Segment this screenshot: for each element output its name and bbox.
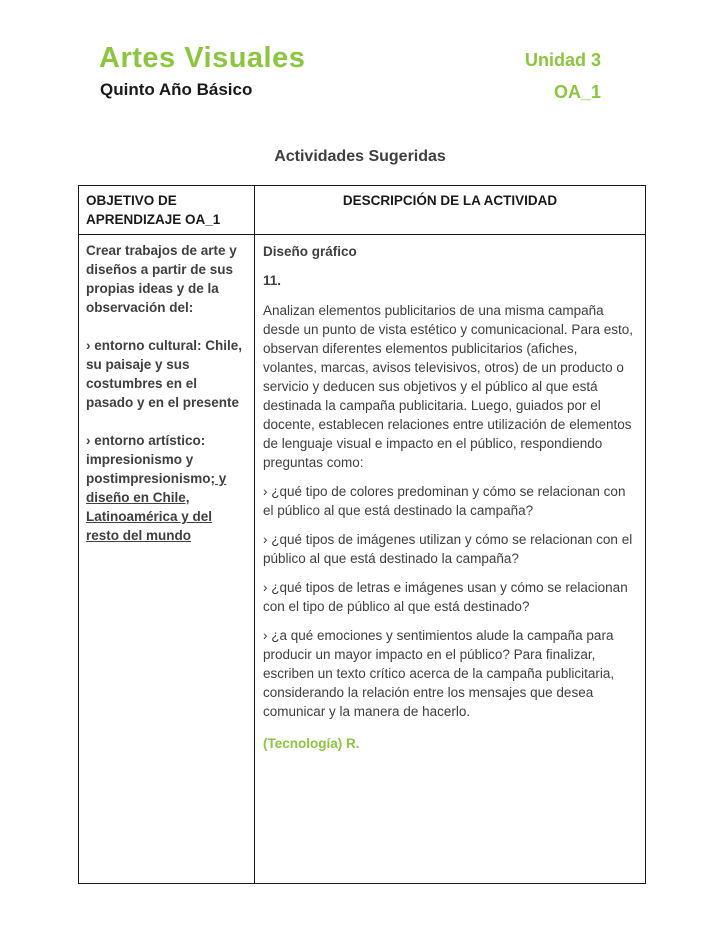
grade-subtitle: Quinto Año Básico [100,80,253,99]
objective-intro: Crear trabajos de arte y diseños a partir de sus propias ideas y de la observación del: [86,243,237,315]
objective-bullet-artistic-plain: › entorno artístico: impresionismo y postimpresionismo [86,433,211,486]
activity-question-4: › ¿a qué emociones y sentimientos alude la campaña para producir un mayor impacto en el público? Para finalizar, escriben un texto crítico acerca de la campaña publicitaria, considerando la relación entre los mensajes que desea comunicar y la manera de hacerlo. [263,628,615,719]
technology-tag: (Tecnología) R. [263,736,360,751]
description-column-header: DESCRIPCIÓN DE LA ACTIVIDAD [255,186,646,235]
objective-column-header: OBJETIVO DE APRENDIZAJE OA_1 [79,186,255,235]
activities-table [78,185,646,884]
unit-label: Unidad 3 [524,50,601,70]
course-title: Artes Visuales [99,42,306,74]
objective-bullet-artistic-underlined: ; y diseño en Chile, Latinoamérica y del resto del mundo [86,471,227,543]
activity-description: Analizan elementos publicitarios de una misma campaña desde un punto de vista estético y comunicacional. Para esto, observan diferentes elementos publicitarios (afiches, volantes, marcas, avisos televisivos, otros) de un producto o servicio y deducen sus objetivos y el público al que está destinada la campaña publicitaria. Luego, guiados por el docente, establecen relaciones entre utilización de elementos de lenguaje visual e impacto en el público, respondiendo preguntas como: [263,303,633,470]
objective-bullet-cultural: › entorno cultural: Chile, su paisaje y sus costumbres en el pasado y en el presente [86,338,243,410]
objective-bullet-artistic [86,431,246,545]
table-header-row [79,186,646,235]
activity-heading: Diseño gráfico [263,244,357,259]
activity-question-1: › ¿qué tipo de colores predominan y cómo se relacionan con el público al que está destinado la campaña? [263,484,626,518]
page-title: Actividades Sugeridas [274,148,446,165]
objective-cell [79,235,255,884]
description-cell [255,235,646,884]
activity-question-3: › ¿qué tipos de letras e imágenes usan y cómo se relacionan con el tipo de público al que está destinado? [263,580,628,614]
activity-number: 11. [263,273,282,288]
table-body-row [79,235,646,884]
header-right-block [525,50,601,103]
activity-question-2: › ¿qué tipos de imágenes utilizan y cómo se relacionan con el público al que está destinado la campaña? [263,532,633,566]
oa-label: OA_1 [553,82,601,102]
